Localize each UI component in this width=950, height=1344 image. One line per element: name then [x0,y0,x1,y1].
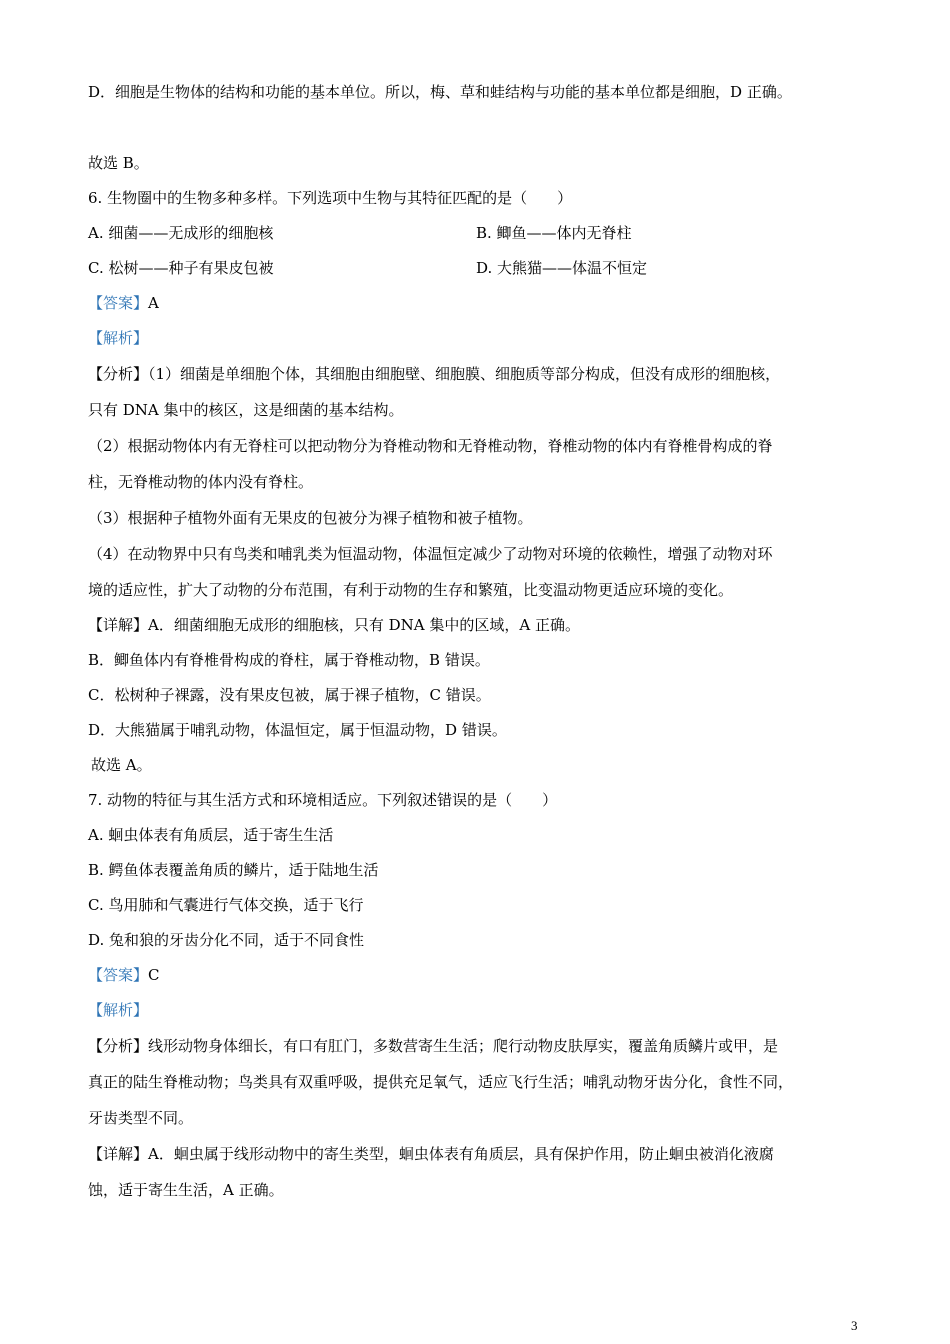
text-line: 蚀，适于寄生生活，A 正确。 [88,1181,284,1199]
analysis-tag: 【解析】 [88,1001,149,1019]
answer-line [88,965,160,985]
section-text: 线形动物身体细长，有口有肛门，多数营寄生生活；爬行动物皮肤厚实，覆盖角质鳞片或甲，是 [148,1037,779,1055]
answer-tag: 【答案】 [88,966,149,984]
text-line: 故选 B。 [88,154,149,172]
text-line: 真正的陆生脊椎动物；鸟类具有双重呼吸，提供充足氧气，适应飞行生活；哺乳动物牙齿分化，食性不同， [88,1073,794,1091]
text-line: 故选 A。 [91,756,152,774]
section-text: （1）细菌是单细胞个体，其细胞由细胞壁、细胞膜、细胞质等部分构成，但没有成形的细胞核， [148,365,781,383]
text-line [88,1144,774,1164]
text-line: D．大熊猫属于哺乳动物，体温恒定，属于恒温动物，D 错误。 [88,721,507,739]
analysis-tag: 【解析】 [88,329,149,347]
option-row [88,223,632,243]
text-line: （4）在动物界中只有鸟类和哺乳类为恒温动物，体温恒定减少了动物对环境的依赖性，增强了动物对环 [88,545,773,563]
text-line: （2）根据动物体内有无脊柱可以把动物分为脊椎动物和无脊椎动物，脊椎动物的体内有脊椎骨构成的脊 [88,437,773,455]
text-line: 牙齿类型不同。 [88,1109,194,1127]
section-text: A．细菌细胞无成形的细胞核，只有 DNA 集中的区域，A 正确。 [148,616,580,634]
text-line: 只有 DNA 集中的核区，这是细菌的基本结构。 [88,401,404,419]
question-7: 7. 动物的特征与其生活方式和环境相适应。下列叙述错误的是（ ） [88,791,558,809]
option-a: A. 细菌——无成形的细胞核 [88,224,274,242]
question-6: 6. 生物圈中的生物多种多样。下列选项中生物与其特征匹配的是（ ） [88,189,573,207]
text-line: C．松树种子裸露，没有果皮包被，属于裸子植物，C 错误。 [88,686,491,704]
text-line [88,615,580,635]
text-line: B．鲫鱼体内有脊椎骨构成的脊柱，属于脊椎动物，B 错误。 [88,651,490,669]
answer-tag: 【答案】 [88,294,149,312]
section-tag: 【分析】 [88,1037,149,1055]
option-b: B. 鳄鱼体表覆盖角质的鳞片，适于陆地生活 [88,861,379,879]
text-line: 境的适应性，扩大了动物的分布范围，有利于动物的生存和繁殖，比变温动物更适应环境的变化。 [88,581,734,599]
section-text: A．蛔虫属于线形动物中的寄生类型，蛔虫体表有角质层，具有保护作用，防止蛔虫被消化液腐 [148,1145,774,1163]
text-line: 柱，无脊椎动物的体内没有脊柱。 [88,473,314,491]
option-b: B. 鲫鱼——体内无脊柱 [476,224,632,242]
section-tag: 【详解】 [88,1145,149,1163]
section-tag: 【详解】 [88,616,149,634]
text-line: D．细胞是生物体的结构和功能的基本单位。所以，梅、草和蛙结构与功能的基本单位都是细胞，D 正确。 [88,83,792,101]
text-line [88,364,780,384]
page-number: 3 [851,1318,858,1333]
answer-line [88,293,159,313]
answer-value: C [148,966,160,984]
text-line [88,1036,778,1056]
section-tag: 【分析】 [88,365,149,383]
option-a: A. 蛔虫体表有角质层，适于寄生生活 [88,826,334,844]
option-d: D. 大熊猫——体温不恒定 [476,259,648,277]
option-row [88,258,648,278]
option-c: C. 松树——种子有果皮包被 [88,259,274,277]
option-c: C. 鸟用肺和气囊进行气体交换，适于飞行 [88,896,364,914]
answer-value: A [148,294,159,312]
text-line: （3）根据种子植物外面有无果皮的包被分为裸子植物和被子植物。 [88,509,533,527]
option-d: D. 兔和狼的牙齿分化不同，适于不同食性 [88,931,365,949]
